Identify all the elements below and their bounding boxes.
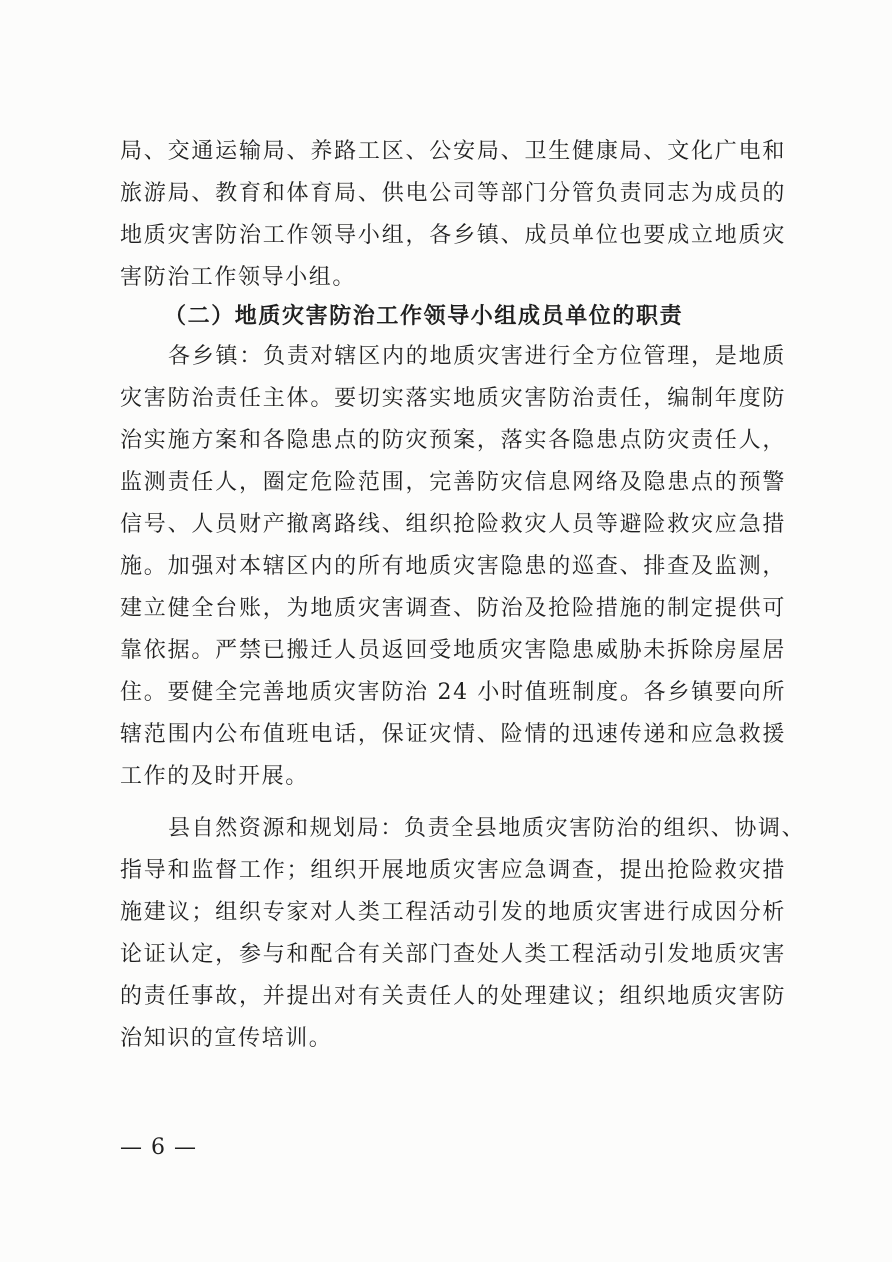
paragraph-line: 施。加强对本辖区内的所有地质灾害隐患的巡查、排查及监测， xyxy=(120,554,786,579)
paragraph-line: 旅游局、教育和体育局、供电公司等部门分管负责同志为成员的 xyxy=(120,181,786,206)
paragraph-line: 害防治工作领导小组。 xyxy=(120,265,357,290)
paragraph-line: 信号、人员财产撤离路线、组织抢险救灾人员等避险救灾应急措 xyxy=(120,512,786,537)
paragraph-line: 地质灾害防治工作领导小组，各乡镇、成员单位也要成立地质灾 xyxy=(120,223,786,248)
paragraph-line: 治实施方案和各隐患点的防灾预案，落实各隐患点防灾责任人， xyxy=(120,428,786,453)
page-number: — 6 — xyxy=(120,1135,197,1160)
paragraph-line: 灾害防治责任主体。要切实落实地质灾害防治责任，编制年度防 xyxy=(120,386,786,411)
paragraph-line: 指导和监督工作；组织开展地质灾害应急调查，提出抢险救灾措 xyxy=(120,858,786,883)
paragraph-line: 论证认定，参与和配合有关部门查处人类工程活动引发地质灾害 xyxy=(120,942,786,967)
paragraph-line: 辖范围内公布值班电话，保证灾情、险情的迅速传递和应急救援 xyxy=(120,722,786,747)
paragraph-line: 各乡镇：负责对辖区内的地质灾害进行全方位管理，是地质 xyxy=(168,344,786,369)
paragraph-line: 施建议；组织专家对人类工程活动引发的地质灾害进行成因分析 xyxy=(120,900,786,925)
paragraph-line: 建立健全台账，为地质灾害调查、防治及抢险措施的制定提供可 xyxy=(120,596,786,621)
paragraph-line: 治知识的宣传培训。 xyxy=(120,1026,333,1051)
paragraph-natural-resources-bureau xyxy=(120,808,806,1060)
paragraph-line: 的责任事故，并提出对有关责任人的处理建议；组织地质灾害防 xyxy=(120,984,786,1009)
section-heading: （二）地质灾害防治工作领导小组成员单位的职责 xyxy=(164,303,684,329)
paragraph-line: 局、交通运输局、养路工区、公安局、卫生健康局、文化广电和 xyxy=(120,139,786,164)
paragraph-township-duties xyxy=(120,336,786,798)
section-heading-block xyxy=(120,295,786,337)
paragraph-line: 住。要健全完善地质灾害防治 24 小时值班制度。各乡镇要向所 xyxy=(120,680,786,705)
paragraph-line: 监测责任人，圈定危险范围，完善防灾信息网络及隐患点的预警 xyxy=(120,470,786,495)
paragraph-line: 县自然资源和规划局：负责全县地质灾害防治的组织、协调、 xyxy=(168,816,806,841)
paragraph-line: 靠依据。严禁已搬迁人员返回受地质灾害隐患威胁未拆除房屋居 xyxy=(120,638,786,663)
paragraph-line: 工作的及时开展。 xyxy=(120,764,309,789)
paragraph-continuation xyxy=(120,131,786,299)
